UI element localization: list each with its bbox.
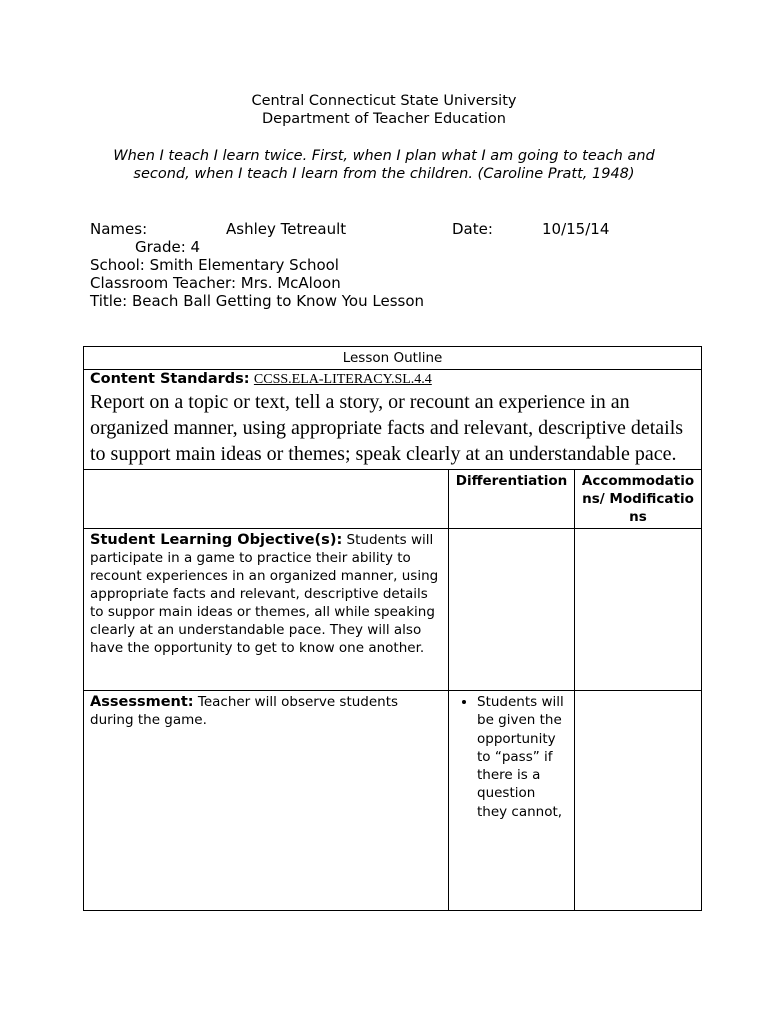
table-title: Lesson Outline [84, 347, 702, 370]
content-standards-label: Content Standards: [90, 371, 250, 387]
classroom-teacher-line: Classroom Teacher: Mrs. McAloon [90, 274, 341, 292]
epigraph-quote: When I teach I learn twice. First, when I plan what I am going to teach and second, when I teach I learn from the children. (Caroline Pratt, 1948) [113, 148, 655, 182]
assessment-accommodations-cell [575, 691, 702, 911]
lesson-title-line: Title: Beach Ball Getting to Know You Lesson [90, 292, 425, 310]
university-name: Central Connecticut State University [251, 93, 517, 109]
date-label: Date: [452, 220, 493, 238]
differentiation-list [453, 693, 566, 821]
objective-text: Students will participate in a game to practice their ability to recount experiences in an organized manner, using appropriate facts and relevant, descriptive details to suppor main ideas or themes, all while speaking clearly at an understandable pace. They will also have the opportunity to get to know one another. [90, 532, 439, 656]
assessment-differentiation-cell [449, 691, 575, 911]
content-standards-text: Report on a topic or text, tell a story, or recount an experience in an organized manner, using appropriate facts and relevant, descriptive details to support main ideas or themes; speak clearly at an understandable pace. [90, 391, 684, 465]
standard-code-link[interactable]: CCSS.ELA-LITERACY.SL.4.4 [253, 372, 432, 387]
school-line: School: Smith Elementary School [90, 256, 339, 274]
objective-differentiation-cell [449, 529, 575, 691]
content-standards-cell [84, 370, 702, 470]
document-header [0, 92, 768, 128]
objective-label: Student Learning Objective(s): [90, 532, 343, 548]
assessment-cell [84, 691, 449, 911]
accommodations-header: Accommodations/ Modifications [575, 470, 702, 529]
grade-line: Grade: 4 [135, 238, 201, 256]
list-item: • Students will be given the opportunity to “pass” if there is a question they cannot, [477, 693, 566, 821]
assessment-text: Teacher will observe students during the game. [90, 694, 399, 728]
lesson-outline-table [83, 346, 702, 911]
objective-cell [84, 529, 449, 691]
objective-accommodations-cell [575, 529, 702, 691]
department-name: Department of Teacher Education [262, 111, 506, 127]
names-value: Ashley Tetreault [226, 220, 347, 238]
date-value: 10/15/14 [542, 220, 610, 238]
header-empty-cell [84, 470, 449, 529]
names-label: Names: [90, 220, 148, 238]
assessment-label: Assessment: [90, 694, 194, 710]
differentiation-header: Differentiation [449, 470, 575, 529]
